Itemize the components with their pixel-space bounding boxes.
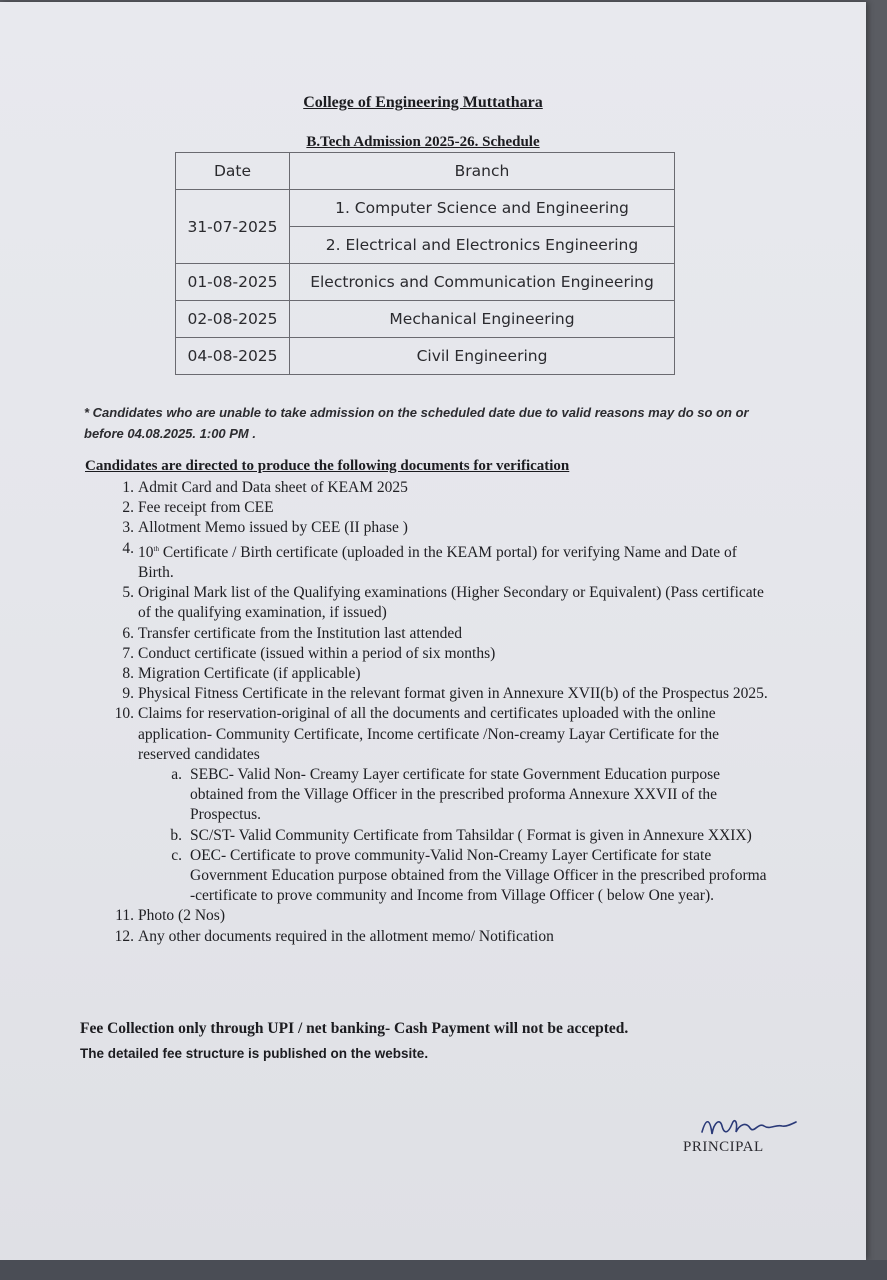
sub-item-letter: a. <box>171 766 182 783</box>
branch-cell: Civil Engineering <box>290 338 675 375</box>
date-cell: 31-07-2025 <box>176 190 290 264</box>
documents-heading: Candidates are directed to produce the following documents for verification <box>85 458 570 474</box>
list-item <box>108 478 768 498</box>
item-text: Transfer certificate from the Institution last attended <box>138 624 462 642</box>
table-row <box>176 264 675 301</box>
list-item <box>108 704 768 906</box>
branch-cell: Electronics and Communication Engineering <box>290 264 675 301</box>
item-text: Conduct certificate (issued within a period of six months) <box>138 644 496 662</box>
item-number: 9. <box>122 685 134 703</box>
item-text: Migration Certificate (if applicable) <box>138 664 361 682</box>
item-number: 6. <box>122 624 134 642</box>
branch-cell: 1. Computer Science and Engineering <box>290 190 675 227</box>
item-number: 4. <box>122 539 134 557</box>
sub-list-item <box>138 846 768 907</box>
item-text: Any other documents required in the allotment memo/ Notification <box>138 927 554 945</box>
date-cell: 01-08-2025 <box>176 264 290 301</box>
item-text-prefix: 10 <box>138 543 154 561</box>
list-item <box>108 518 768 538</box>
item-text: Allotment Memo issued by CEE (II phase ) <box>138 519 408 537</box>
branch-cell: 2. Electrical and Electronics Engineering <box>290 227 675 264</box>
list-item <box>108 624 768 644</box>
table-row <box>176 338 675 375</box>
header-date: Date <box>176 153 290 190</box>
item-number: 7. <box>122 644 134 662</box>
list-item <box>108 583 768 623</box>
schedule-title: B.Tech Admission 2025-26. Schedule <box>306 134 540 150</box>
documents-list <box>108 478 768 947</box>
item-superscript: th <box>153 544 159 553</box>
item-number: 12. <box>114 927 134 945</box>
reservation-sublist <box>138 765 768 906</box>
table-row <box>176 190 675 227</box>
item-text: Certificate / Birth certificate (uploaded in the KEAM portal) for verifying Name and Date of Birth. <box>138 543 737 581</box>
sub-list-item <box>138 826 768 846</box>
item-text: Fee receipt from CEE <box>138 499 274 517</box>
sub-item-text: OEC- Certificate to prove community-Valid Non-Creamy Layer Certificate for state Government Education purpose obtained from the Village Officer in the prescribed proforma -certificate to prove community and Income from Village Officer ( below One year). <box>190 846 767 905</box>
fee-structure-note: The detailed fee structure is published on the website. <box>80 1046 429 1061</box>
admission-note: * Candidates who are unable to take admission on the scheduled date due to valid reasons may do so on or before 04.08.2025. 1:00 PM . <box>84 405 749 441</box>
background-surface <box>0 1260 887 1280</box>
header-branch: Branch <box>290 153 675 190</box>
item-number: 11. <box>115 907 134 925</box>
list-item <box>108 664 768 684</box>
fee-notice: Fee Collection only through UPI / net banking- Cash Payment will not be accepted. <box>80 1020 629 1037</box>
sub-item-text: SC/ST- Valid Community Certificate from Tahsildar ( Format is given in Annexure XXIX) <box>190 826 752 844</box>
schedule-table <box>175 152 675 375</box>
item-text: Claims for reservation-original of all the documents and certificates uploaded with the online application- Community Certificate, Income certificate /Non-creamy Layar Certificate for the reserved candidates <box>138 705 719 763</box>
item-number: 10. <box>114 705 134 723</box>
list-item <box>108 684 768 704</box>
signatory-title: PRINCIPAL <box>683 1139 764 1155</box>
list-item <box>108 927 768 947</box>
sub-item-letter: c. <box>171 846 182 864</box>
item-text: Original Mark list of the Qualifying examinations (Higher Secondary or Equivalent) (Pass certificate of the qualifying examination, if issued) <box>138 584 764 622</box>
list-item <box>108 644 768 664</box>
item-number: 8. <box>122 664 134 682</box>
item-number: 3. <box>122 519 134 537</box>
sub-item-letter: b. <box>170 826 182 844</box>
list-item <box>108 906 768 926</box>
sub-list-item <box>138 765 768 826</box>
item-text: Admit Card and Data sheet of KEAM 2025 <box>138 479 408 496</box>
list-item <box>108 498 768 518</box>
table-row <box>176 301 675 338</box>
item-text: Photo (2 Nos) <box>138 907 225 925</box>
item-text: Physical Fitness Certificate in the relevant format given in Annexure XVII(b) of the Prospectus 2025. <box>138 685 768 703</box>
date-cell: 04-08-2025 <box>176 338 290 375</box>
item-number: 5. <box>122 584 134 602</box>
list-item <box>108 539 768 584</box>
date-cell: 02-08-2025 <box>176 301 290 338</box>
branch-cell: Mechanical Engineering <box>290 301 675 338</box>
table-header-row <box>176 153 675 190</box>
college-title: College of Engineering Muttathara <box>303 94 543 111</box>
sub-item-text: SEBC- Valid Non- Creamy Layer certificate for state Government Education purpose obtained from the Village Officer in the prescribed proforma Annexure XXVII of the Prospectus. <box>190 766 720 824</box>
item-number: 1. <box>122 479 134 496</box>
item-number: 2. <box>122 499 134 517</box>
